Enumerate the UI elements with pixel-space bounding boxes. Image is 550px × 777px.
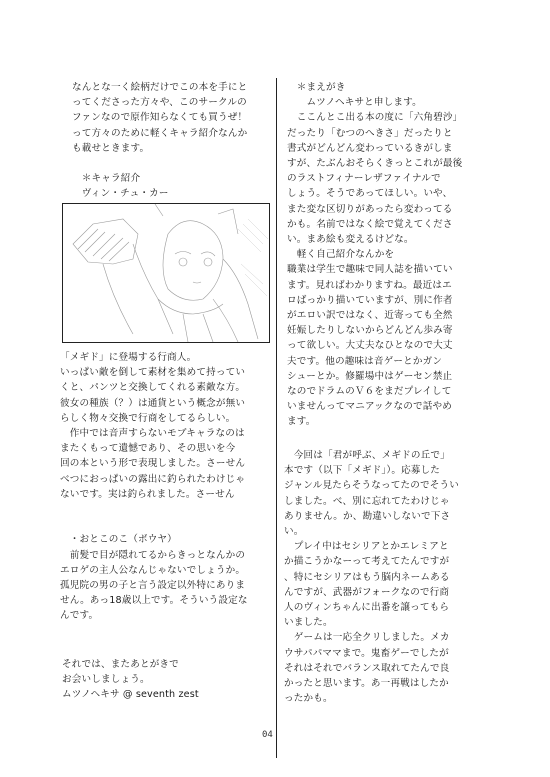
text-line: 書式がどんどん変わっているきがしま xyxy=(287,142,453,154)
text-line xyxy=(60,502,280,517)
text-line: んですが、武器がフォークなので行商 xyxy=(284,586,450,598)
text-line: 、特にセシリアはもう脳内ネームある xyxy=(284,571,450,583)
text-line: かも。名前ではなく絵で覚えてくださ xyxy=(287,218,453,230)
column-divider xyxy=(276,78,277,758)
text-line: い。 xyxy=(284,526,304,538)
text-line: ＊キャラ紹介 xyxy=(72,173,141,185)
text-line: 夫です。他の趣味は音ゲーとかガン xyxy=(287,355,443,367)
text-line: お会いしましょう。 xyxy=(62,674,150,686)
text-line: しました。べ、別に忘れてたわけじゃ xyxy=(284,495,450,507)
text-line: 職業は学生で趣味で同人誌を描いてい xyxy=(287,264,453,276)
text-line: エロゲの主人公なんじゃないでしょうか。 xyxy=(60,564,246,576)
text-line: い。まあ絵も変えるけどな。 xyxy=(287,234,414,246)
text-line: シューとか。修羅場中はゲーセン禁止 xyxy=(287,370,453,382)
text-line: ます。見ればわかりますね。最近はエ xyxy=(287,279,452,291)
text-line: プレイ中はセシリアとかエレミアと xyxy=(284,541,449,553)
text-line: か描こうかなーって考えてたんですが xyxy=(284,556,450,568)
text-line: ったかも。 xyxy=(284,693,333,705)
text-line: 孤児院の男の子と言う設定以外特にありま xyxy=(60,580,246,592)
text-line: ないです。実は釣られました。さーせん xyxy=(60,488,235,500)
text-line: んです。 xyxy=(60,610,99,622)
text-line: ってくださった方々や、このサークルの xyxy=(72,97,247,109)
text-line: ＊まえがき xyxy=(287,82,346,93)
text-line: 回の本という形で表現しました。さーせん xyxy=(60,458,246,470)
text-line: かったと思います。あ一再戦はしたか xyxy=(284,678,449,690)
text-line: またくもって遺憾であり、その思いを今 xyxy=(60,443,236,455)
text-line: 軽く自己紹介なんかを xyxy=(287,249,395,261)
text-line: すが、たぶんおそらくきっとこれが最後 xyxy=(287,158,463,170)
text-line: ジャンル見たらそうなってたのでそうい xyxy=(284,480,459,492)
text-line: ヴィン・チュ・カー xyxy=(72,188,169,200)
text-line: ここんとこ出る本の度に「六角碧沙」 xyxy=(287,112,463,124)
text-line: 作中では音声すらないモブキャラなのは xyxy=(60,428,245,440)
text-line: 前髪で目が隠れてるからきっとなんかの xyxy=(60,549,246,561)
text-line: 人のヴィンちゃんに出番を譲ってもら xyxy=(284,602,450,614)
text-line: ・おとこのこ（ボウヤ） xyxy=(60,534,177,546)
text-line: のラストフィナーレザファイナルで xyxy=(287,173,441,185)
sketch-drawing xyxy=(63,204,269,342)
page-number: 04 xyxy=(262,730,273,740)
text-line: 本です（以下「メギド」）。応募した xyxy=(284,465,441,477)
text-line: ムツノヘキサと申します。 xyxy=(287,97,422,109)
text-line: ファンなので原作知らなくても買うぜ！ xyxy=(72,112,248,124)
text-line: それはそれでバランス取れてたんで良 xyxy=(284,662,450,674)
text-line: も載せときます。 xyxy=(72,142,150,154)
text-line: なんとな一く絵柄だけでこの本を手にと xyxy=(72,82,248,93)
text-line: らしく物々交換で行商をしてるらしい。 xyxy=(60,412,236,424)
text-line: 「メギド」に登場する行商人。 xyxy=(60,352,197,363)
character-description xyxy=(60,350,280,624)
text-line: ムツノヘキサ @ seventh zest xyxy=(62,689,199,701)
text-line: って欲しい。大丈夫なひとなので大丈 xyxy=(287,340,453,352)
text-line: べつにおっぱいの露出に釣られたわけじゃ xyxy=(60,473,246,485)
intro-text xyxy=(72,80,272,202)
text-line: ゲームは一応全クリしました。メカ xyxy=(284,632,450,644)
text-line: って方々のために軽くキャラ紹介なんか xyxy=(72,127,248,139)
text-line: ありません。か、勘違いしないで下さ xyxy=(284,510,451,522)
text-line: しょう。そうであってほしい。いや、 xyxy=(287,188,453,200)
text-line: がエロい訳ではなく、近寄っても全然 xyxy=(287,310,453,322)
text-line: いっぱい敵を倒して素材を集めて持ってい xyxy=(60,367,246,379)
text-line: 彼女の種族（？）は通貨という概念が無い xyxy=(60,397,246,409)
closing-text xyxy=(62,657,282,703)
text-line: いませんってマニアックなので話やめ xyxy=(287,401,452,413)
text-line xyxy=(60,517,280,532)
text-line: くと、パンツと交換してくれる素敵な方。 xyxy=(60,382,246,394)
character-illustration xyxy=(62,203,270,343)
text-line: いました。 xyxy=(284,617,333,629)
text-line: また変な区切りがあったら変わってる xyxy=(287,203,453,215)
text-line: それでは、またあとがきで xyxy=(62,659,179,670)
book-notes-text xyxy=(284,448,484,706)
text-line: ロばっかり描いていますが、別に作者 xyxy=(287,294,453,306)
text-line: ウサパパママまで。鬼畜ゲーでしたが xyxy=(284,647,449,659)
text-line: せん。あっ18歳以上です。そういう設定な xyxy=(60,595,248,607)
text-line: なのでドラムのＶ６をまだプレイして xyxy=(287,386,452,398)
text-line: だったり「むつのへきさ」だったりと xyxy=(287,127,453,139)
text-line: 妊娠したりしないからどんどん歩み寄 xyxy=(287,325,453,337)
text-line: ます。 xyxy=(287,416,316,428)
text-line xyxy=(72,156,272,171)
text-line: 今回は「君が呼ぶ、メギドの丘で」 xyxy=(284,450,450,461)
foreword-text xyxy=(287,80,487,430)
